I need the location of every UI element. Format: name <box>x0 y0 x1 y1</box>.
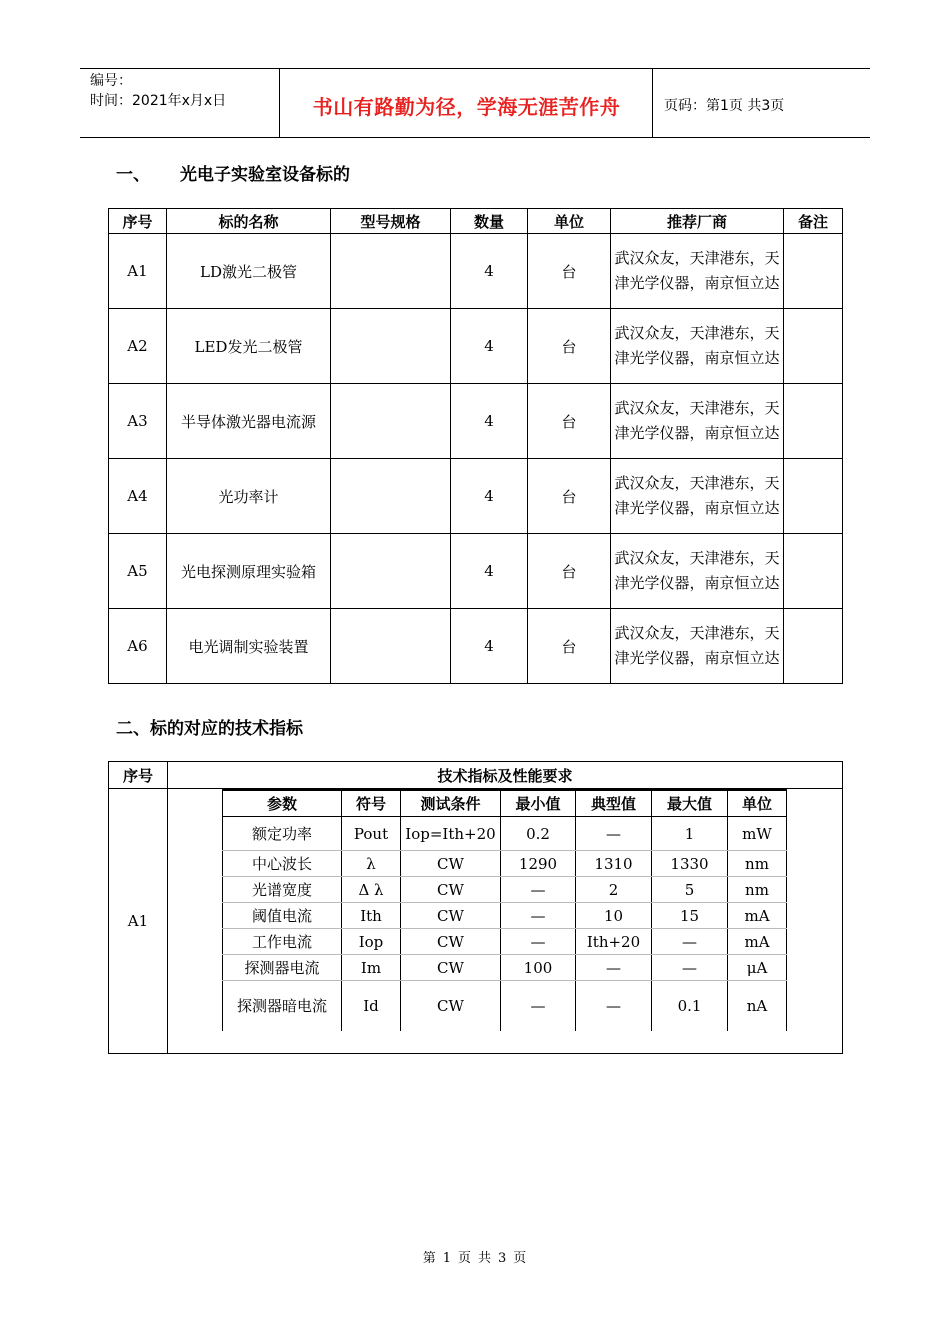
th-unit: 单位 <box>728 790 787 817</box>
cell-max: 1330 <box>652 851 728 877</box>
cell-note <box>784 459 843 534</box>
cell-unit: mA <box>728 929 787 955</box>
header-time-label: 时间：2021年x月x日 <box>90 93 227 109</box>
th-param: 参数 <box>223 790 342 817</box>
cell-min: — <box>501 981 576 1031</box>
th-typ: 典型值 <box>576 790 652 817</box>
cell-unit: 台 <box>528 234 611 309</box>
cell-symbol: Im <box>342 955 401 981</box>
cell-model <box>331 609 451 684</box>
cell-id: A1 <box>109 234 167 309</box>
th-vendor: 推荐厂商 <box>611 209 784 234</box>
cell-param: 工作电流 <box>223 929 342 955</box>
th-max: 最大值 <box>652 790 728 817</box>
cell-max: — <box>652 955 728 981</box>
table-row <box>109 309 843 384</box>
cell-vendor: 武汉众友，天津港东，天津光学仪器，南京恒立达 <box>611 534 784 609</box>
cell-max: 15 <box>652 903 728 929</box>
th-qty: 数量 <box>451 209 528 234</box>
cell-typ: 1310 <box>576 851 652 877</box>
cell-param: 阈值电流 <box>223 903 342 929</box>
cell-condition: CW <box>401 851 501 877</box>
th-condition: 测试条件 <box>401 790 501 817</box>
table-row <box>223 851 787 877</box>
th-name: 标的名称 <box>167 209 331 234</box>
cell-model <box>331 234 451 309</box>
th-symbol: 符号 <box>342 790 401 817</box>
cell-max: — <box>652 929 728 955</box>
cell-min: — <box>501 903 576 929</box>
cell-min: 100 <box>501 955 576 981</box>
cell-condition: CW <box>401 903 501 929</box>
cell-unit: nm <box>728 851 787 877</box>
table-row <box>223 817 787 851</box>
cell-symbol: Ith <box>342 903 401 929</box>
table-row <box>223 981 787 1031</box>
table-row <box>109 459 843 534</box>
page-header <box>80 68 870 138</box>
table-row <box>109 609 843 684</box>
footer-page-number: 1 <box>442 1251 452 1266</box>
cell-condition: Iop=Ith+20 <box>401 817 501 851</box>
cell-note <box>784 609 843 684</box>
cell-symbol: Iop <box>342 929 401 955</box>
cell-name: 电光调制实验装置 <box>167 609 331 684</box>
parameter-table-header <box>223 790 787 817</box>
cell-max: 5 <box>652 877 728 903</box>
th-note: 备注 <box>784 209 843 234</box>
cell-vendor: 武汉众友，天津港东，天津光学仪器，南京恒立达 <box>611 459 784 534</box>
parameter-table <box>222 789 787 1031</box>
cell-unit: nA <box>728 981 787 1031</box>
table-row <box>223 955 787 981</box>
cell-param: 探测器电流 <box>223 955 342 981</box>
cell-qty: 4 <box>451 609 528 684</box>
cell-unit: 台 <box>528 534 611 609</box>
cell-id: A2 <box>109 309 167 384</box>
cell-unit: 台 <box>528 609 611 684</box>
cell-condition: CW <box>401 877 501 903</box>
cell-model <box>331 309 451 384</box>
cell-typ: — <box>576 955 652 981</box>
cell-condition: CW <box>401 981 501 1031</box>
cell-name: LED发光二极管 <box>167 309 331 384</box>
cell-param: 中心波长 <box>223 851 342 877</box>
cell-param: 额定功率 <box>223 817 342 851</box>
spec-table <box>108 761 843 1054</box>
cell-note <box>784 384 843 459</box>
cell-qty: 4 <box>451 534 528 609</box>
cell-vendor: 武汉众友，天津港东，天津光学仪器，南京恒立达 <box>611 234 784 309</box>
cell-vendor: 武汉众友，天津港东，天津光学仪器，南京恒立达 <box>611 309 784 384</box>
table-row <box>109 234 843 309</box>
header-meta <box>80 69 280 137</box>
table-row <box>223 877 787 903</box>
header-motto: 书山有路勤为径，学海无涯苦作舟 <box>281 69 653 137</box>
cell-name: 光功率计 <box>167 459 331 534</box>
cell-symbol: Δ λ <box>342 877 401 903</box>
th-seq: 序号 <box>109 209 167 234</box>
cell-id: A1 <box>109 789 168 1054</box>
cell-max: 0.1 <box>652 981 728 1031</box>
cell-unit: μA <box>728 955 787 981</box>
section1-title: 光电子实验室设备标的 <box>180 165 350 185</box>
cell-unit: 台 <box>528 384 611 459</box>
cell-note <box>784 534 843 609</box>
cell-typ: 2 <box>576 877 652 903</box>
footer-di: 第 <box>422 1251 437 1266</box>
footer-ye: 页 <box>513 1251 528 1266</box>
cell-unit: 台 <box>528 459 611 534</box>
cell-typ: — <box>576 981 652 1031</box>
cell-symbol: Id <box>342 981 401 1031</box>
cell-condition: CW <box>401 955 501 981</box>
table-row <box>109 384 843 459</box>
cell-name: 半导体激光器电流源 <box>167 384 331 459</box>
th-model: 型号规格 <box>331 209 451 234</box>
cell-unit: mW <box>728 817 787 851</box>
cell-max: 1 <box>652 817 728 851</box>
table-row <box>223 903 787 929</box>
spec-table-header <box>109 762 843 789</box>
cell-min: — <box>501 929 576 955</box>
section2-heading: 二、标的对应的技术指标 <box>116 719 303 739</box>
cell-typ: 10 <box>576 903 652 929</box>
cell-note <box>784 234 843 309</box>
cell-typ: Ith+20 <box>576 929 652 955</box>
table-row <box>109 534 843 609</box>
cell-model <box>331 534 451 609</box>
footer-total-pages: 3 <box>498 1251 508 1266</box>
th-spec: 技术指标及性能要求 <box>168 762 843 789</box>
footer-ye: 页 <box>457 1251 472 1266</box>
cell-condition: CW <box>401 929 501 955</box>
th-unit: 单位 <box>528 209 611 234</box>
section1-heading <box>116 160 350 185</box>
cell-min: 0.2 <box>501 817 576 851</box>
spec-cell <box>168 789 843 1054</box>
th-min: 最小值 <box>501 790 576 817</box>
cell-unit: mA <box>728 903 787 929</box>
table-row <box>223 929 787 955</box>
cell-symbol: λ <box>342 851 401 877</box>
equipment-table <box>108 208 843 684</box>
cell-qty: 4 <box>451 234 528 309</box>
cell-id: A4 <box>109 459 167 534</box>
page-footer <box>0 1247 950 1266</box>
cell-min: — <box>501 877 576 903</box>
cell-name: LD激光二极管 <box>167 234 331 309</box>
cell-qty: 4 <box>451 384 528 459</box>
cell-id: A6 <box>109 609 167 684</box>
cell-note <box>784 309 843 384</box>
table-row <box>109 789 843 1054</box>
cell-vendor: 武汉众友，天津港东，天津光学仪器，南京恒立达 <box>611 609 784 684</box>
cell-symbol: Pout <box>342 817 401 851</box>
cell-typ: — <box>576 817 652 851</box>
cell-unit: 台 <box>528 309 611 384</box>
section1-number: 一、 <box>116 165 150 185</box>
th-seq: 序号 <box>109 762 168 789</box>
header-number-label: 编号： <box>90 73 132 89</box>
cell-qty: 4 <box>451 459 528 534</box>
header-page-info: 页码：第1页 共3页 <box>664 98 785 114</box>
footer-gong: 共 <box>478 1251 493 1266</box>
cell-qty: 4 <box>451 309 528 384</box>
cell-vendor: 武汉众友，天津港东，天津光学仪器，南京恒立达 <box>611 384 784 459</box>
cell-model <box>331 384 451 459</box>
cell-model <box>331 459 451 534</box>
cell-param: 探测器暗电流 <box>223 981 342 1031</box>
cell-unit: nm <box>728 877 787 903</box>
equipment-table-header <box>109 209 843 234</box>
cell-min: 1290 <box>501 851 576 877</box>
cell-name: 光电探测原理实验箱 <box>167 534 331 609</box>
cell-id: A5 <box>109 534 167 609</box>
cell-param: 光谱宽度 <box>223 877 342 903</box>
cell-id: A3 <box>109 384 167 459</box>
